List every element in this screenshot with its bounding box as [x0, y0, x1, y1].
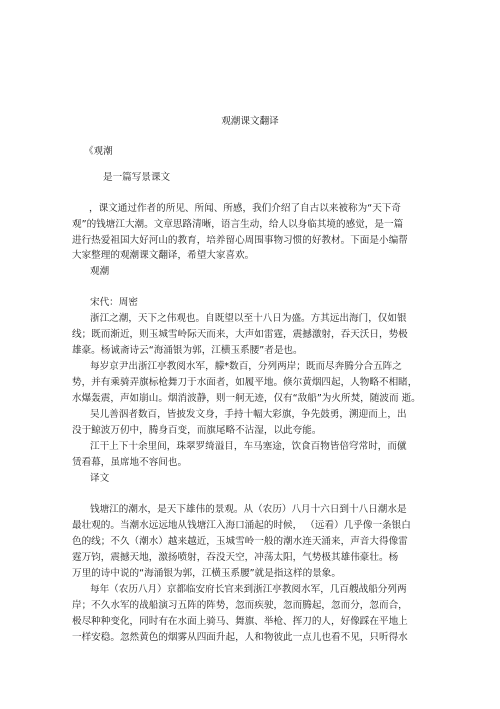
translation-line: 每年（农历八月）京都临安府长官来到浙江亭教阅水军，几百艘战船分列两 — [90, 584, 407, 595]
document-title: 观潮课文翻译 — [221, 116, 279, 127]
translation-line: 色的线；不久（潮水）越来越近，玉城雪岭一般的潮水连天涌来，声音大得像雷 — [72, 536, 408, 547]
translation-line: 最壮观的。当潮水远远地从钱塘江入海口涌起的时候， （远看）几乎像一条银白 — [72, 520, 411, 531]
translation-line: 岸；不久水军的战船演习五阵的阵势，忽而疾驶，忽而腾起，忽而分，忽而合， — [72, 600, 408, 611]
intro-line: ，课文通过作者的所见、所闻、所感，我们介绍了自古以来被称为“天下奇 — [89, 203, 401, 214]
book-title: 《观潮 — [84, 146, 113, 157]
original-line: 浙江之潮，天下之伟观也。自既望以至十八日为盛。方其远出海门，仅如银 — [90, 313, 407, 324]
original-line: 水爆轰震，声如崩山。烟消波静，则一舸无迹，仅有“敌船”为火所焚，随波而 逝。 — [72, 393, 421, 404]
original-line: 江干上下十余里间，珠翠罗绮溢目，车马塞途，饮食百物皆倍穹常时，而僦 — [90, 441, 407, 452]
translation-line: 万里的诗中说的“海涌银为郭，江横玉系腰”就是指这样的景象。 — [72, 568, 341, 579]
original-line: 每岁京尹出浙江亭教阅水军，艨*数百，分列两岸；既而尽奔腾分合五阵之 — [90, 361, 402, 372]
original-line: 雄豪。杨诚斋诗云“海涌银为郭，江横玉系腰”者是也。 — [72, 345, 303, 356]
translation-heading: 译文 — [90, 473, 110, 484]
original-line: 赁看幕，虽席地不容间也。 — [72, 457, 188, 468]
author-line: 宋代：周密 — [90, 297, 138, 308]
original-line: 线；既而渐近，则玉城雪岭际天而来，大声如雷霆，震撼激射，吞天沃日，势极 — [72, 329, 408, 340]
translation-line: 钱塘江的潮水，是天下雄伟的景观。从（农历）八月十六日到十八日潮水是 — [90, 504, 407, 515]
original-line: 没于鲸波万仞中，腾身百变，而旗尾略不沾湿，以此夸能。 — [72, 425, 322, 436]
intro-line: 大家整理的观潮课文翻译，希望大家喜欢。 — [72, 250, 255, 261]
translation-line: 一样安稳。忽然黄色的烟雾从四面升起，人和物彼此一点儿也看不见，只听得水 — [72, 632, 408, 643]
intro-line: 观”的钱塘江大潮。文章思路清晰，语言生动，给人以身临其境的感觉，是一篇 — [72, 219, 404, 230]
translation-line: 极尽种种变化，同时有在水面上骑马、舞旗、举枪、挥刀的人，好像踩在平地上 — [72, 616, 408, 627]
subtitle: 是一篇写景课文 — [103, 172, 171, 183]
original-line: 吴儿善泅者数百，皆披发文身，手持十幅大彩旗，争先鼓勇，溯迎而上，出 — [90, 409, 407, 420]
intro-line: 进行热爱祖国大好河山的教育，培养留心周围事物习惯的好教材。下面是小编帮 — [72, 235, 408, 246]
original-line: 势，并有乘骑弄旗标枪舞刀于水面者，如履平地。倏尔黄烟四起，人物略不相睹， — [72, 377, 418, 388]
translation-line: 霆万钧，震撼天地，激扬喷射，吞没天空，冲荡太阳，气势极其雄伟豪壮。杨 — [72, 552, 399, 563]
section-heading: 观潮 — [90, 266, 110, 277]
